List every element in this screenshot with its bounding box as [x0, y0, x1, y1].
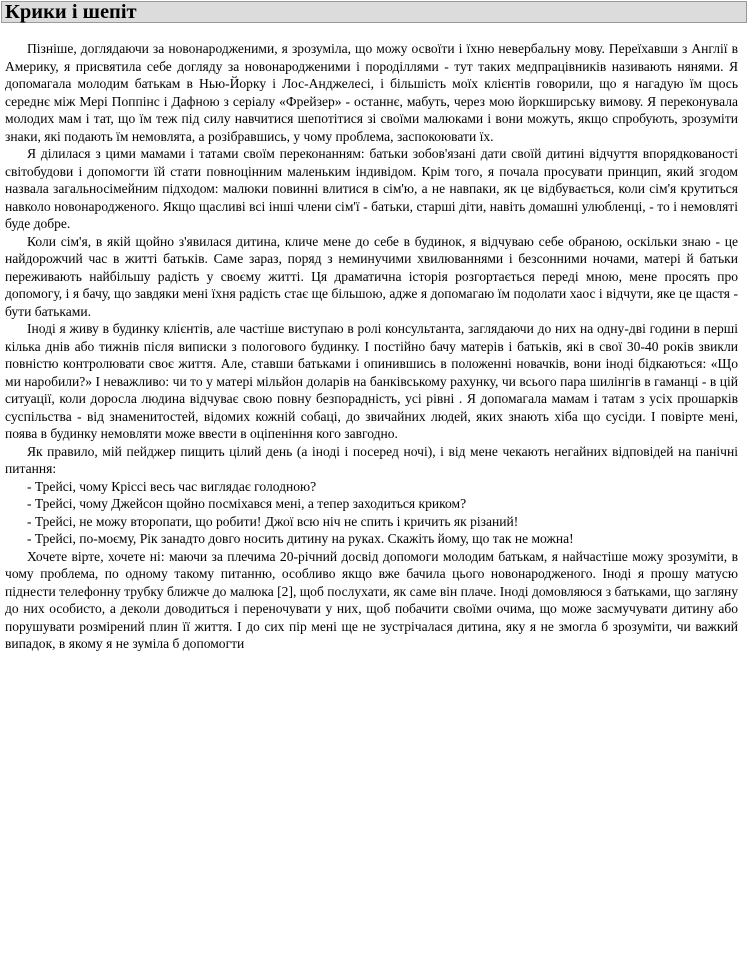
dialog-line: - Трейсі, по-моєму, Рік занадто довго носить дитину на руках. Скажіть йому, що так не можна!: [27, 531, 574, 546]
dialog-line: - Трейсі, чому Кріссі весь час виглядає голодною?: [27, 478, 317, 494]
paragraph: Я ділилася з цими мамами і татами своїм переконанням: батьки зобов'язані дати своїй дитині відчуття впорядкованості світобудови і допомогти їй стати повноцінним маленьким індивідом. Крім того, я почала просувати принцип, який згодом назвала загальносімейним підходом: малюки повинні влитися в сім'ю, а не навпаки, як це відбувається, коли сім'я крутиться навколо новонародженого. Якщо щасливі всі інші члени сім'ї - батьки, старші діти, навіть домашні улюбленці, - то і немовляті буде добре.: [5, 146, 738, 231]
paragraph: Хочете вірте, хочете ні: маючи за плечима 20-річний досвід допомоги молодим батькам, я найчастіше можу зрозуміти, в чому проблема, по одному такому питанню, особливо якщо вже бачила цього новонародженого. Іноді я прошу матусю піднести телефонну трубку ближче до малюка [2], щоб послухати, як саме він плаче. Іноді домовляюся з батьками, що загляну до них особисто, а деколи доводиться і переночувати у них, щоб побачити своїми очима, що може засмучувати дитину або порушувати розмірений плин її життя. І до сих пір мені ще не зустрічалася дитина, яку я не змогла б зрозуміти, чи важкий випадок, в якому я не зуміла б допомогти: [5, 548, 738, 651]
article-body: [5, 40, 738, 653]
dialog-line: - Трейсі, не можу второпати, що робити! Джої всю ніч не спить і кричить як різаний!: [27, 513, 519, 529]
paragraph: Пізніше, доглядаючи за новонародженими, я зрозуміла, що можу освоїти і їхню невербальну мову. Переїхавши з Англії в Америку, я присвятила себе догляду за новонародженими і породіллями - тут таких медпрацівників називають нянями. Я допомагала молодим батькам в Нью-Йорку і Лос-Анджелесі, і більшість моїх клієнтів говорили, що я нагадую їм щось середнє між Мері Поппінс і Дафною з серіалу «Фрейзер» - останнє, мабуть, через мою йоркширську вимову. Я переконувала молодих мам і тат, що їм теж під силу навчитися шепотітися зі своїми малюками і вони можуть, якщо спробують, зрозуміти знаки, які подають їм немовлята, а розібравшись, у чому проблема, заспокоювати їх.: [5, 41, 738, 144]
paragraph: Як правило, мій пейджер пищить цілий день (а іноді і посеред ночі), і від мене чекають негайних відповідей на панічні питання:: [5, 443, 738, 476]
paragraph: Коли сім'я, в якій щойно з'явилася дитина, кличе мене до себе в будинок, я відчуваю себе обраною, оскільки знаю - це найдорожчий час в житті батьків. Саме зараз, поряд з неминучими хвилюваннями і безсонними ночами, матері й батьки переживають найбільшу радість у своєму житті. Ця драматична історія розгортається переді мною, мене просять про допомогу, і я бачу, що завдяки мені їхня радість стає ще більшою, адже я допомагаю їм подолати хаос і відчути, яке це щастя - бути батьками.: [5, 233, 738, 319]
paragraph: Іноді я живу в будинку клієнтів, але частіше виступаю в ролі консультанта, заглядаючи до них на одну-дві години в перші кілька днів або тижнів після виписки з пологового будинку. І постійно бачу матерів і батьків, які в свої 30-40 років звикли повністю контролювати своє життя. Але, ставши батьками і опинившись в положенні новачків, вони іноді бідкаються: «Що ми наробили?» І неважливо: чи то у матері мільйон доларів на банківському рахунку, чи всього пара шилінгів в гаманці - в цій ситуації, коли доросла людина відчуває свою повну безпорадність, усі рівні . Я допомагала мамам і татам з усіх прошарків суспільства - від знаменитостей, відомих кожній собаці, до звичайних людей, яких знають хіба що сусіди. І повірте мені, поява в будинку немовляти може ввести в оціпеніння кого завгодно.: [5, 321, 738, 441]
dialog-line: - Трейсі, чому Джейсон щойно посміхався мені, а тепер заходиться криком?: [27, 496, 467, 511]
title-bar: [1, 1, 747, 23]
page-title: Крики і шепіт: [5, 1, 137, 23]
